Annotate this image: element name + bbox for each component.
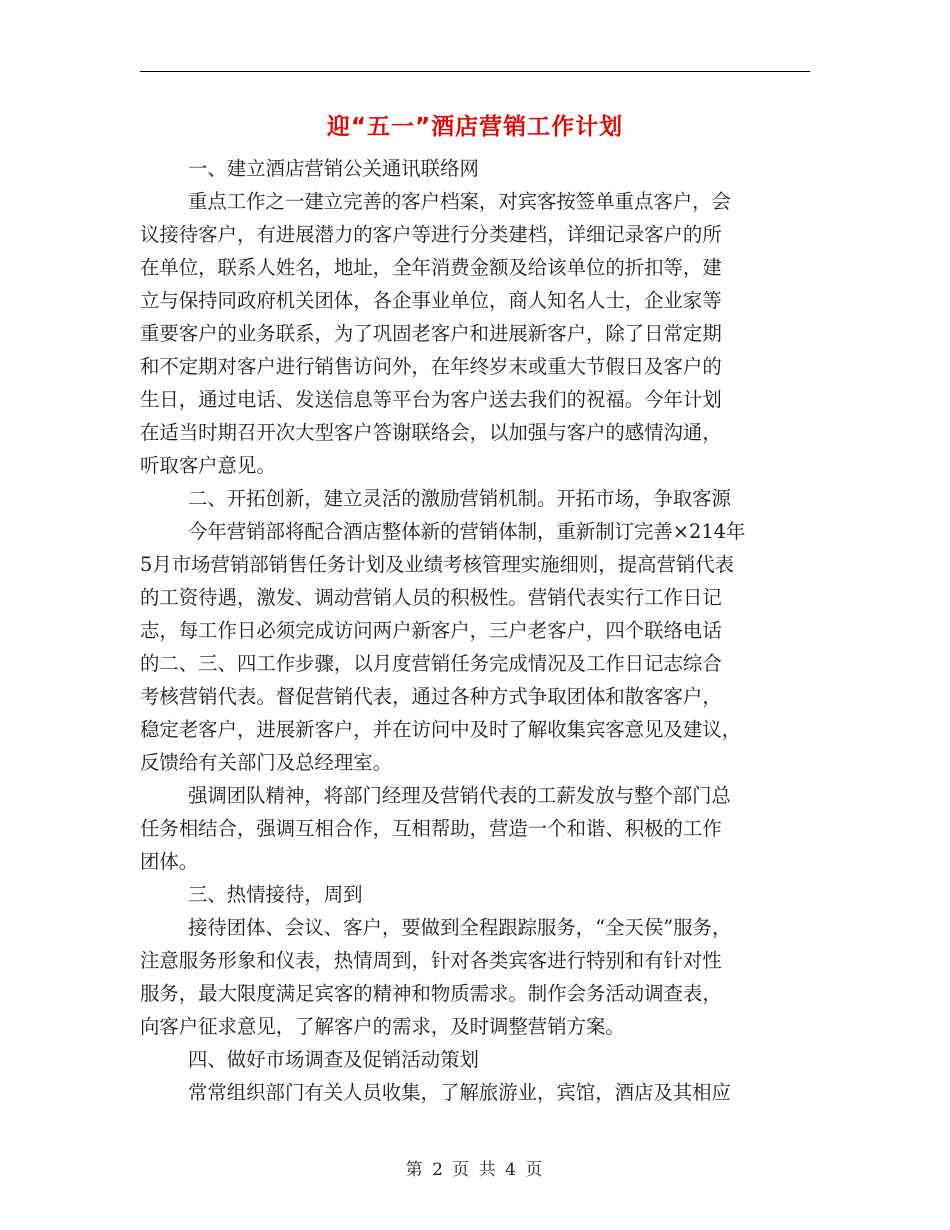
text-line: 任务相结合，强调互相合作，互相帮助，营造一个和谐、积极的工作 — [140, 817, 722, 840]
text-line: 今年营销部将配合酒店整体新的营销体制，重新制订完善×214年 — [188, 520, 746, 543]
paragraph — [140, 152, 812, 185]
paragraph — [140, 482, 812, 515]
text-line: 生日，通过电话、发送信息等平台为客户送去我们的祝福。今年计划 — [140, 388, 722, 411]
text-line: 团体。 — [140, 850, 199, 873]
text-line: 常常组织部门有关人员收集，了解旅游业，宾馆，酒店及其相应 — [188, 1081, 731, 1104]
document-title: 迎“五一”酒店营销工作计划 — [326, 114, 624, 140]
text-line: 服务，最大限度满足宾客的精神和物质需求。制作会务活动调查表， — [140, 982, 722, 1005]
text-line: 立与保持同政府机关团体，各企事业单位，商人知名人士，企业家等 — [140, 289, 722, 312]
paragraph — [140, 878, 812, 911]
text-line: 一、建立酒店营销公关通讯联络网 — [188, 157, 479, 180]
paragraph — [140, 1076, 812, 1109]
text-line: 听取客户意见。 — [140, 454, 276, 477]
text-line: 四、做好市场调查及促销活动策划 — [188, 1048, 479, 1071]
text-line: 考核营销代表。督促营销代表，通过各种方式争取团体和散客客户， — [140, 685, 722, 708]
text-line: 志，每工作日必须完成访问两户新客户，三户老客户，四个联络电话 — [140, 619, 722, 642]
paragraph — [140, 1043, 812, 1076]
text-line: 稳定老客户，进展新客户，并在访问中及时了解收集宾客意见及建议， — [140, 718, 742, 741]
text-line: 和不定期对客户进行销售访问外，在年终岁末或重大节假日及客户的 — [140, 355, 722, 378]
text-line: 5月市场营销部销售任务计划及业绩考核管理实施细则，提高营销代表 — [140, 553, 735, 576]
text-line: 的工资待遇，激发、调动营销人员的积极性。营销代表实行工作日记 — [140, 586, 722, 609]
page-footer: 第 2 页 共 4 页 — [405, 1160, 545, 1180]
paragraph — [140, 911, 812, 1043]
text-line: 三、热情接待，周到 — [188, 883, 363, 906]
text-line: 议接待客户，有进展潜力的客户等进行分类建档，详细记录客户的所 — [140, 223, 722, 246]
paragraph — [140, 185, 812, 482]
header-rule — [140, 71, 810, 72]
text-line: 向客户征求意见，了解客户的需求，及时调整营销方案。 — [140, 1015, 625, 1038]
document-body — [140, 152, 812, 1109]
text-line: 在单位，联系人姓名，地址，全年消费金额及给该单位的折扣等，建 — [140, 256, 722, 279]
text-line: 重要客户的业务联系，为了巩固老客户和进展新客户，除了日常定期 — [140, 322, 722, 345]
text-line: 二、开拓创新，建立灵活的激励营销机制。开拓市场，争取客源 — [188, 487, 731, 510]
text-line: 反馈给有关部门及总经理室。 — [140, 751, 393, 774]
text-line: 的二、三、四工作步骤，以月度营销任务完成情况及工作日记志综合 — [140, 652, 722, 675]
text-line: 接待团体、会议、客户，要做到全程跟踪服务，“全天侯”服务， — [188, 916, 732, 939]
paragraph — [140, 515, 812, 779]
paragraph — [140, 779, 812, 878]
text-line: 注意服务形象和仪表，热情周到，针对各类宾客进行特别和有针对性 — [140, 949, 722, 972]
text-line: 在适当时期召开次大型客户答谢联络会，以加强与客户的感情沟通， — [140, 421, 722, 444]
text-line: 重点工作之一建立完善的客户档案，对宾客按签单重点客户，会 — [188, 190, 731, 213]
text-line: 强调团队精神，将部门经理及营销代表的工薪发放与整个部门总 — [188, 784, 731, 807]
